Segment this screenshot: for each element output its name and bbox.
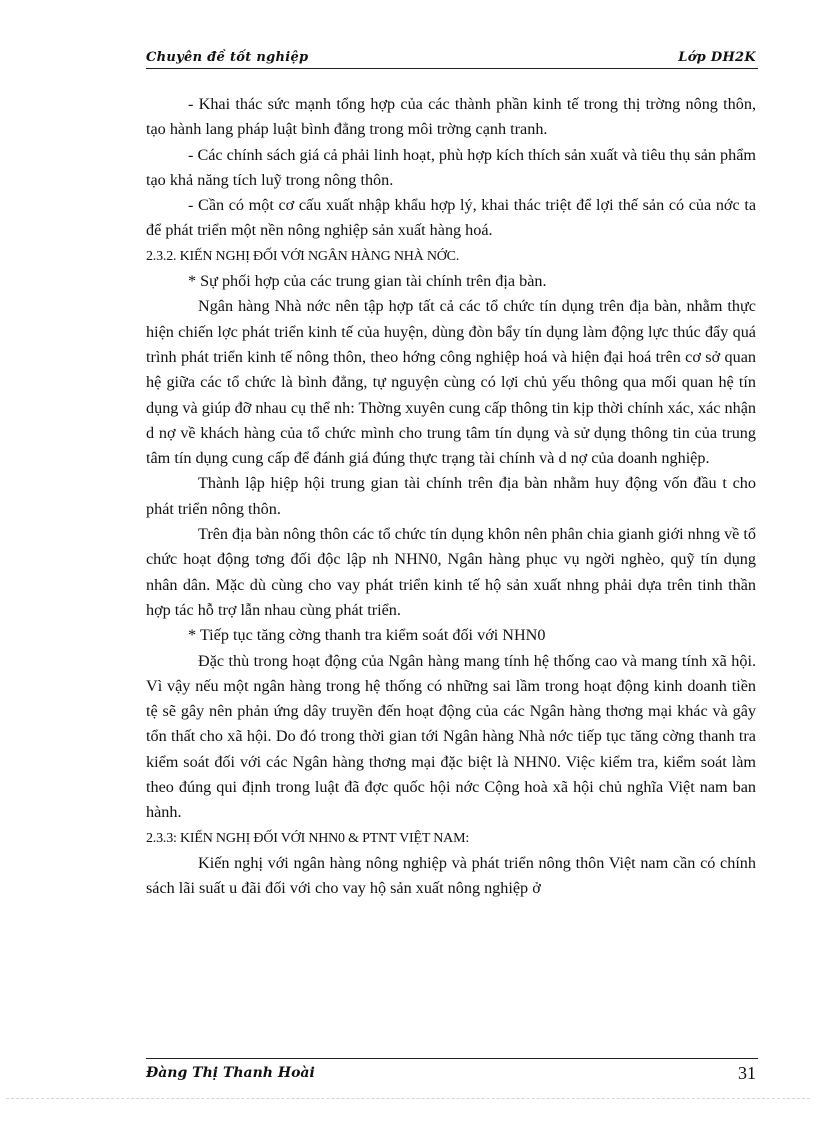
document-body [146, 92, 756, 902]
paragraph-1: - Khai thác sức mạnh tổng hợp của các thành phần kinh tế trong thị trờng nông thôn, tạo hành lang pháp luật bình đẳng trong môi trờng cạnh tranh. [146, 95, 756, 139]
subheading-inspection: * Tiếp tục tăng cờng thanh tra kiểm soát đối với NHN0 [188, 626, 546, 645]
section-heading-2-3-3: 2.3.3: KIẾN NGHỊ ĐỐI VỚI NHN0 & PTNT VIỆT NAM: [146, 830, 470, 846]
paragraph-2: - Các chính sách giá cả phải linh hoạt, phù hợp kích thích sản xuất và tiêu thụ sản phẩm tạo khả năng tích luỹ trong nông thôn. [146, 145, 756, 189]
page-header [146, 44, 758, 69]
header-class: Lớp DH2K [678, 50, 756, 65]
paragraph-8: Kiến nghị với ngân hàng nông nghiệp và phát triển nông thôn Việt nam cần có chính sách lãi suất u đãi đối với cho vay hộ sản xuất nông nghiệp ở [146, 853, 756, 898]
paragraph-7: Đặc thù trong hoạt động của Ngân hàng mang tính hệ thống cao và mang tính xã hội. Vì vậy nếu một ngân hàng trong hệ thống có những sai lầm trong hoạt động kinh doanh tiền tệ sẽ gây nên phản ứng dây truyền đến hoạt động của các Ngân hàng thơng mại khác và gây tổn thất cho xã hội. Do đó trong thời gian tới Ngân hàng Nhà nớc tiếp tục tăng cờng thanh tra kiểm soát đối với các Ngân hàng thơng mại đặc biệt là NHN0. Việc kiểm tra, kiểm soát làm theo đúng qui định trong luật đã đợc quốc hội nớc Cộng hoà xã hội chủ nghĩa Việt nam ban hành. [146, 651, 756, 822]
paragraph-4: Ngân hàng Nhà nớc nên tập hợp tất cả các tổ chức tín dụng trên địa bàn, nhằm thực hiện chiến lợc phát triển kinh tế của huyện, dùng đòn bẩy tín dụng làm động lực thúc đẩy quá trình phát triển kinh tế nông thôn, theo hớng công nghiệp hoá và hiện đại hoá trên cơ sở quan hệ giữa các tổ chức là bình đẳng, tự nguyện cùng có lợi chủ yếu thông qua mối quan hệ tín dụng và giúp đỡ nhau cụ thể nh: Thờng xuyên cung cấp thông tin kịp thời chính xác, xác nhận d nợ về khách hàng của tổ chức mình cho trung tâm tín dụng và sử dụng thông tin của trung tâm tín dụng cung cấp để đánh giá đúng thực trạng tài chính và d nợ của doanh nghiệp. [146, 297, 756, 468]
page-footer [146, 1058, 758, 1085]
page-number: 31 [738, 1063, 756, 1083]
header-title: Chuyên đề tốt nghiệp [146, 50, 309, 65]
paragraph-5: Thành lập hiệp hội trung gian tài chính trên địa bàn nhằm huy động vốn đầu t cho phát triển nông thôn. [146, 474, 756, 518]
paragraph-3: - Cần có một cơ cấu xuất nhập khẩu hợp lý, khai thác triệt để lợi thế sản có của nớc ta để phát triển một nền nông nghiệp sản xuất hàng hoá. [146, 196, 756, 240]
footer-author: Đàng Thị Thanh Hoài [146, 1065, 315, 1081]
section-heading-2-3-2: 2.3.2. KIẾN NGHỊ ĐỐI VỚI NGÂN HÀNG NHÀ NỚC. [146, 248, 460, 264]
subheading-coordination: * Sự phối hợp của các trung gian tài chính trên địa bàn. [188, 272, 547, 291]
paragraph-6: Trên địa bàn nông thôn các tổ chức tín dụng khôn nên phân chia gianh giới nhng về tổ chức hoạt động tơng đối độc lập nh NHN0, Ngân hàng phục vụ ngời nghèo, quỹ tín dụng nhân dân. Mặc dù cùng cho vay phát triển kinh tế hộ sản xuất nhng phải dựa trên tinh thần hợp tác hỗ trợ lẫn nhau cùng phát triển. [146, 525, 757, 619]
page-divider [6, 1098, 810, 1099]
